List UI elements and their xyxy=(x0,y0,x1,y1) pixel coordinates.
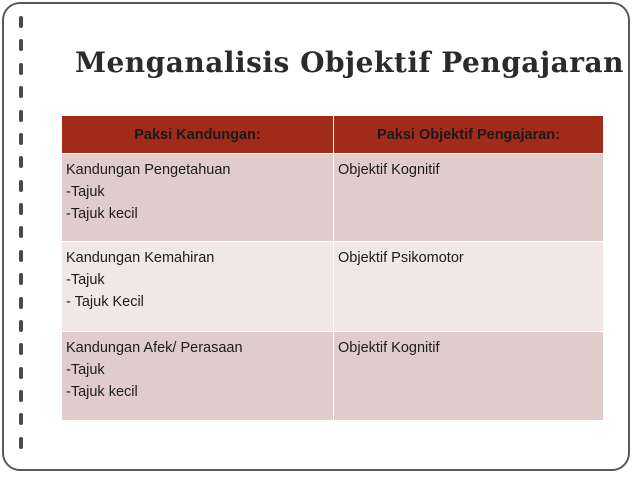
binder-tab xyxy=(19,437,23,449)
binder-tabs xyxy=(19,2,23,471)
content-subitem: -Tajuk kecil xyxy=(66,384,138,400)
content-subitem: -Tajuk kecil xyxy=(66,206,138,222)
binder-tab xyxy=(19,343,23,355)
header-content-axis: Paksi Kandungan: xyxy=(62,116,334,154)
binder-tab xyxy=(19,39,23,51)
table-row xyxy=(62,242,604,332)
content-subitem: -Tajuk xyxy=(66,184,105,200)
binder-tab xyxy=(19,226,23,238)
binder-tab xyxy=(19,413,23,425)
binder-tab xyxy=(19,63,23,75)
slide-title: Menganalisis Objektif Pengajaran xyxy=(75,46,624,79)
binder-tab xyxy=(19,110,23,122)
binder-tab xyxy=(19,133,23,145)
binder-tab xyxy=(19,390,23,402)
binder-tab xyxy=(19,16,23,28)
content-table xyxy=(61,115,604,421)
content-cell xyxy=(62,332,334,421)
header-objective-axis: Paksi Objektif Pengajaran: xyxy=(334,116,604,154)
content-subitem: -Tajuk xyxy=(66,272,105,288)
content-cell xyxy=(62,242,334,332)
binder-tab xyxy=(19,320,23,332)
binder-tab xyxy=(19,203,23,215)
table-row xyxy=(62,154,604,242)
table-row xyxy=(62,332,604,421)
objective-cell: Objektif Kognitif xyxy=(334,332,604,421)
binder-tab xyxy=(19,297,23,309)
objective-cell: Objektif Psikomotor xyxy=(334,242,604,332)
binder-tab xyxy=(19,273,23,285)
binder-tab xyxy=(19,180,23,192)
content-subitem: -Tajuk xyxy=(66,362,105,378)
objective-cell: Objektif Kognitif xyxy=(334,154,604,242)
binder-tab xyxy=(19,156,23,168)
table-header-row xyxy=(62,116,604,154)
binder-tab xyxy=(19,367,23,379)
content-cell xyxy=(62,154,334,242)
content-title: Kandungan Pengetahuan xyxy=(66,162,231,178)
binder-tab xyxy=(19,86,23,98)
content-title: Kandungan Afek/ Perasaan xyxy=(66,340,243,356)
binder-tab xyxy=(19,250,23,262)
content-subitem: - Tajuk Kecil xyxy=(66,294,144,310)
content-title: Kandungan Kemahiran xyxy=(66,250,215,266)
